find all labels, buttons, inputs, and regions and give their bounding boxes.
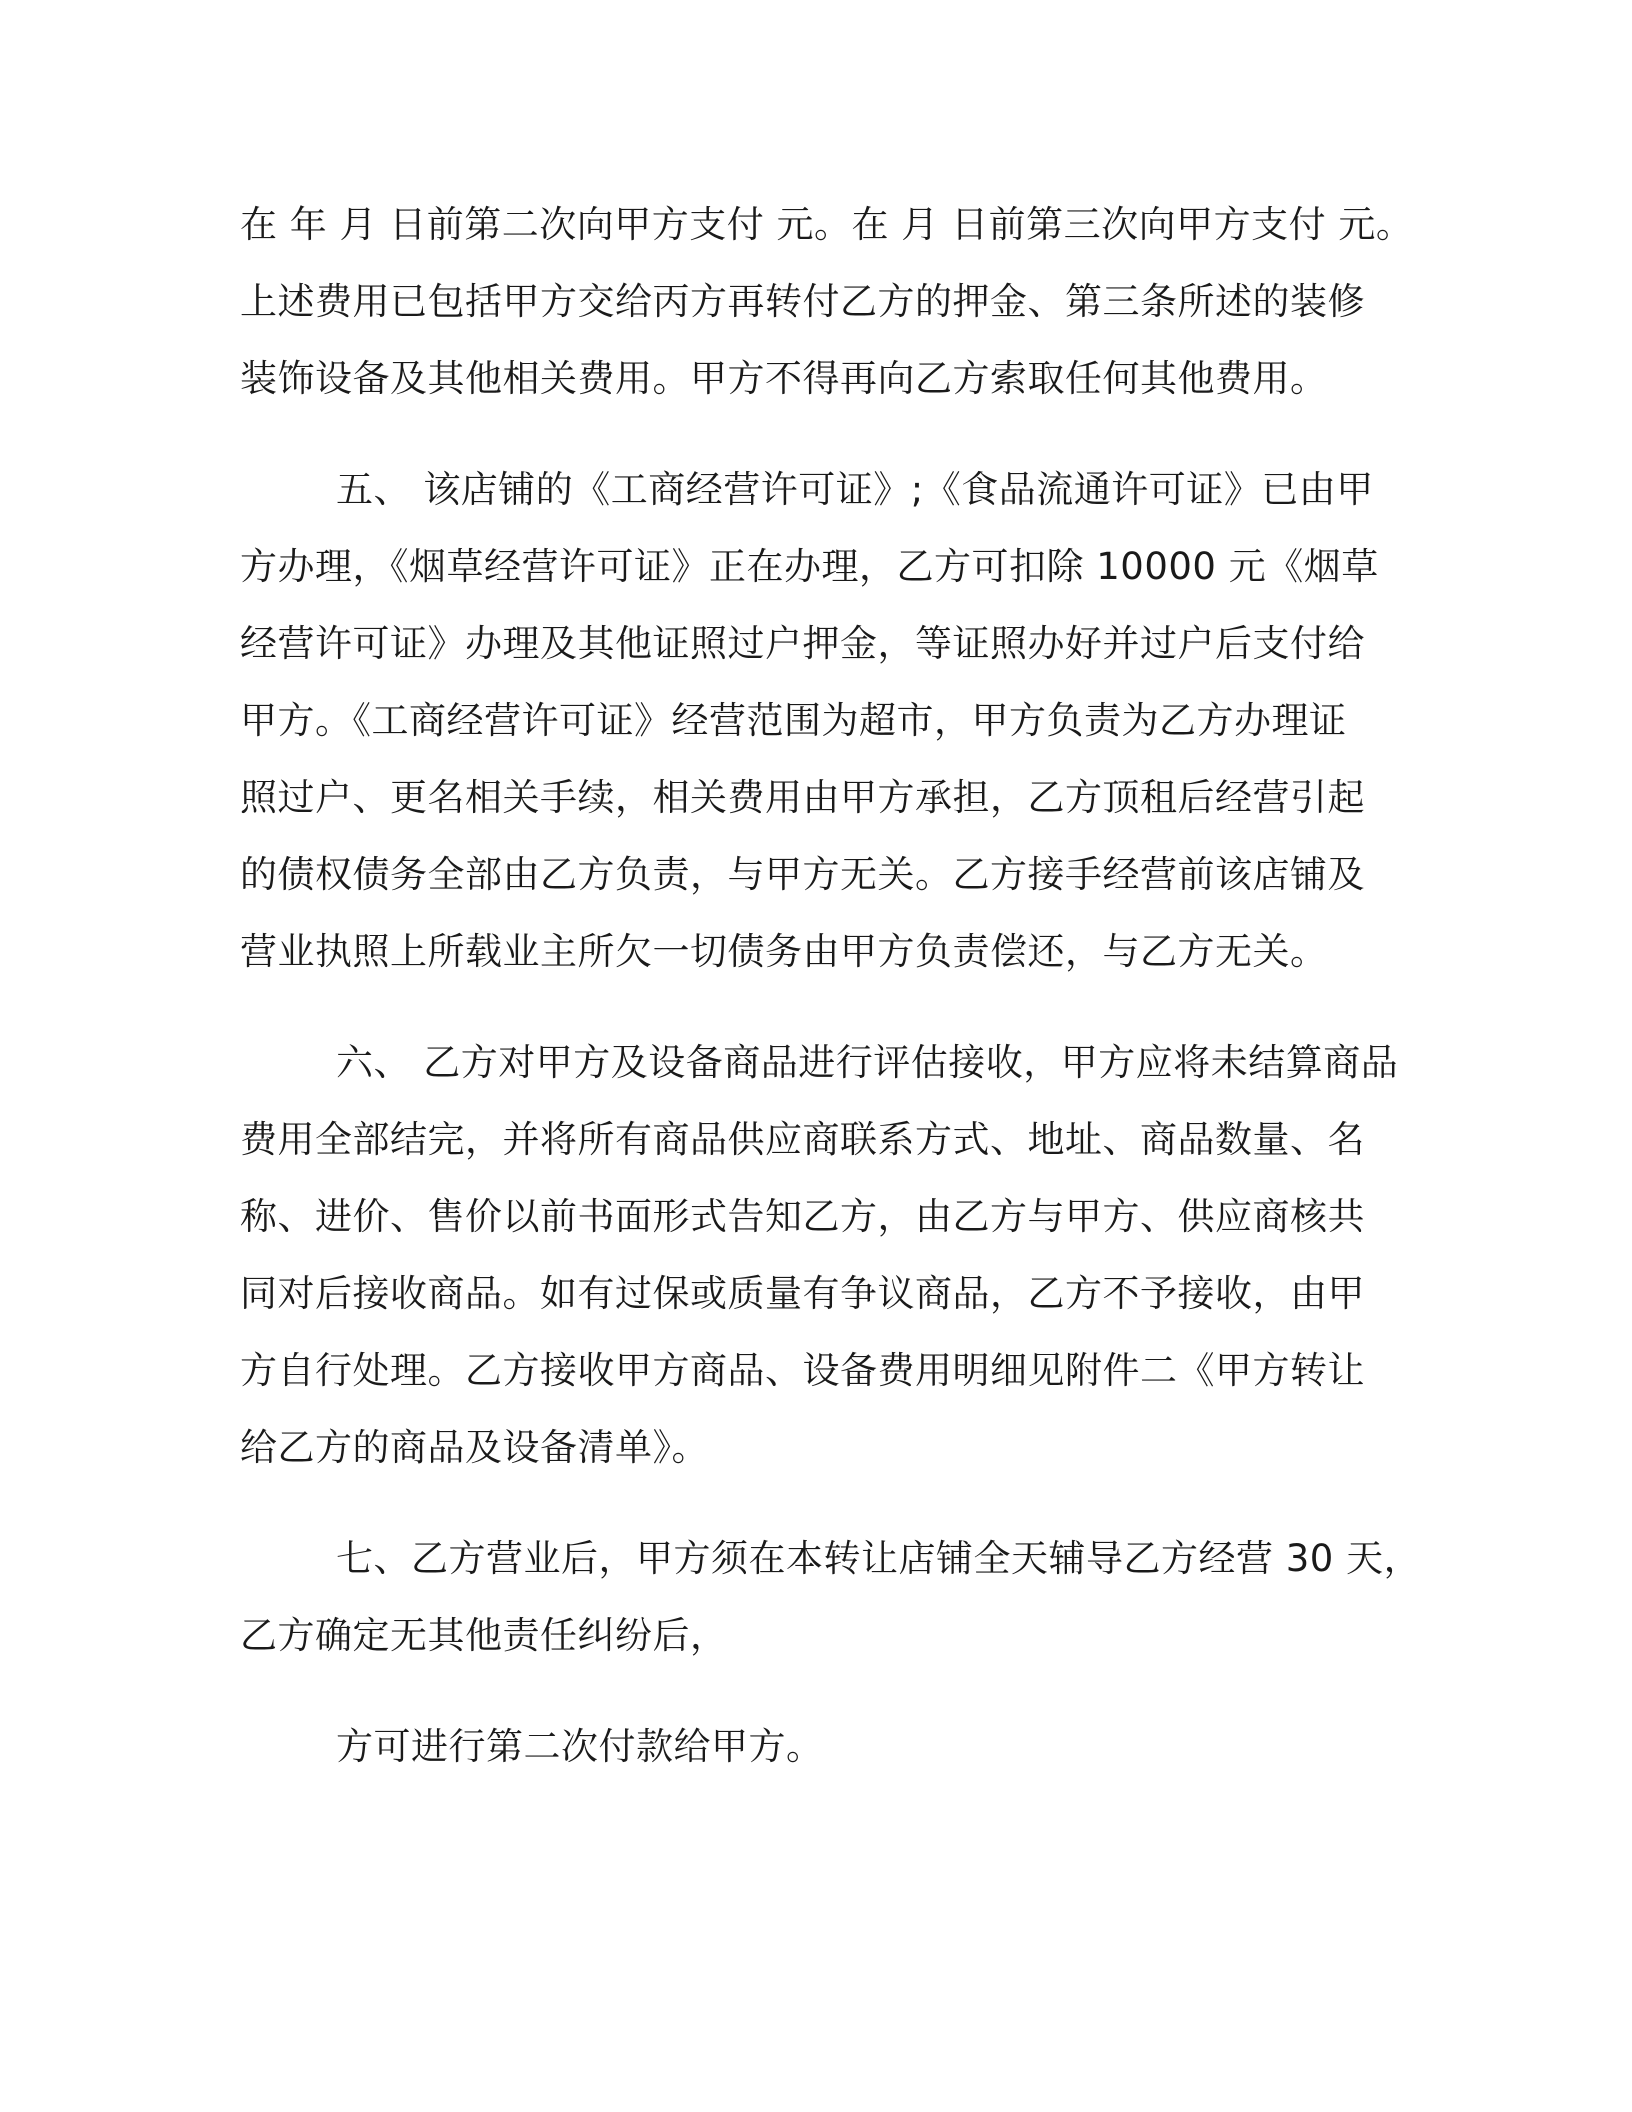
document-body	[240, 186, 1422, 1819]
paragraph-article-5	[240, 451, 1390, 990]
text-line: 乙方确定无其他责任纠纷后，	[240, 1614, 728, 1657]
text-line: 方自行处理。乙方接收甲方商品、设备费用明细见附件二《甲方转让	[240, 1349, 1365, 1392]
text-line: 照过户、更名相关手续，相关费用由甲方承担，乙方顶租后经营引起	[240, 776, 1365, 819]
text-line: 上述费用已包括甲方交给丙方再转付乙方的押金、第三条所述的装修	[240, 280, 1365, 323]
text-line: 费用全部结完，并将所有商品供应商联系方式、地址、商品数量、名	[240, 1118, 1365, 1161]
text-line: 同对后接收商品。如有过保或质量有争议商品，乙方不予接收，由甲	[240, 1272, 1365, 1315]
text-line: 的债权债务全部由乙方负责，与甲方无关。乙方接手经营前该店铺及	[240, 853, 1365, 896]
paragraph-article-4-continued	[240, 186, 1414, 417]
paragraph-article-7-continued	[240, 1708, 1390, 1785]
text-line: 装饰设备及其他相关费用。甲方不得再向乙方索取任何其他费用。	[240, 357, 1328, 400]
text-line: 六、 乙方对甲方及设备商品进行评估接收，甲方应将未结算商品	[336, 1041, 1399, 1084]
text-line: 营业执照上所载业主所欠一切债务由甲方负责偿还，与乙方无关。	[240, 930, 1328, 973]
text-line: 经营许可证》办理及其他证照过户押金，等证照办好并过户后支付给	[240, 622, 1365, 665]
text-line: 五、 该店铺的《工商经营许可证》;《食品流通许可证》已由甲	[336, 468, 1374, 511]
text-line: 方办理，《烟草经营许可证》正在办理，乙方可扣除 10000 元《烟草	[240, 545, 1379, 588]
text-line: 称、进价、售价以前书面形式告知乙方，由乙方与甲方、供应商核共	[240, 1195, 1365, 1238]
text-line: 在 年 月 日前第二次向甲方支付 元。在 月 日前第三次向甲方支付 元。	[240, 203, 1414, 246]
paragraph-article-7	[240, 1520, 1422, 1674]
text-line: 甲方。《工商经营许可证》经营范围为超市，甲方负责为乙方办理证	[240, 699, 1347, 742]
text-line: 七、乙方营业后，甲方须在本转让店铺全天辅导乙方经营 30 天，	[336, 1537, 1422, 1580]
text-line: 给乙方的商品及设备清单》。	[240, 1426, 709, 1469]
paragraph-article-6	[240, 1024, 1399, 1486]
text-line: 方可进行第二次付款给甲方。	[336, 1725, 824, 1768]
